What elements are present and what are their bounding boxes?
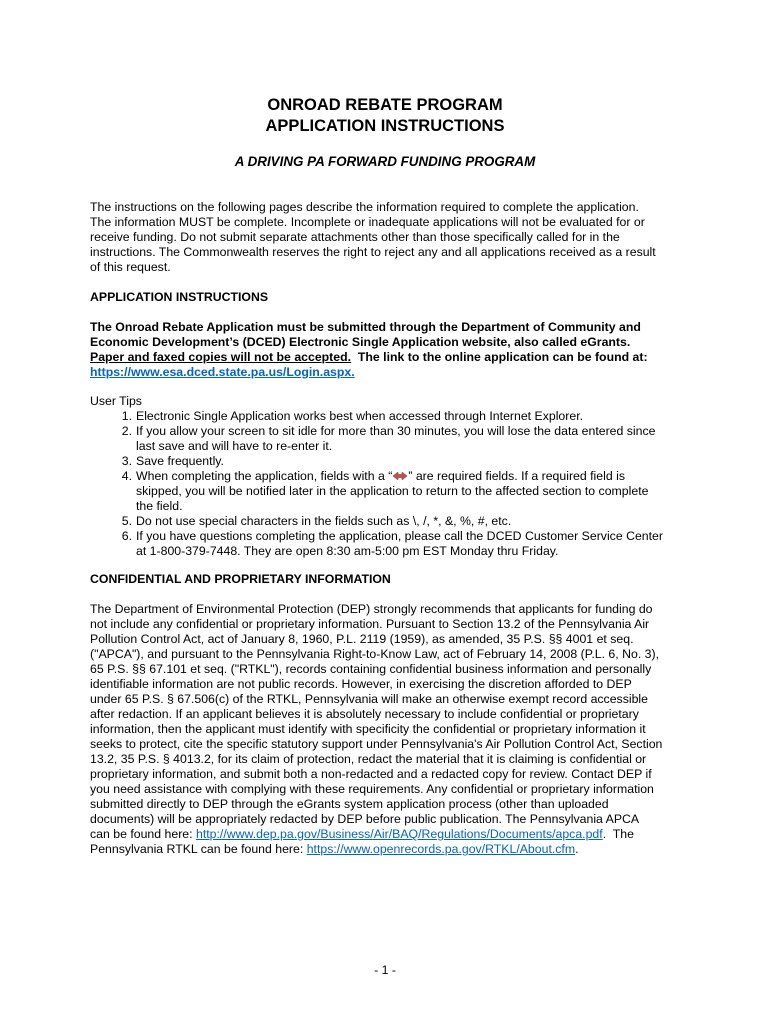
intro-line: of this request. xyxy=(90,260,171,274)
confidential-line: after redaction. If an applicant believes it is absolutely necessary to include confidential or proprietary xyxy=(90,707,639,721)
required-text-after: ” are required fields. If a required field is xyxy=(408,469,625,483)
required-text-before: When completing the application, fields with a “ xyxy=(136,469,393,483)
confidential-line: identifiable information are not public records. However, in exercising the discretion afforded to DEP xyxy=(90,677,632,691)
page-subtitle: A DRIVING PA FORWARD FUNDING PROGRAM xyxy=(234,154,536,169)
app-instructions-line xyxy=(90,350,686,365)
confidential-line: documents) will be appropriately redacted by DEP before public publication. The Pennsylvania APCA xyxy=(90,812,640,826)
title-line-2: APPLICATION INSTRUCTIONS xyxy=(265,117,505,135)
link-intro-text: The link to the online application can be found at: xyxy=(351,350,648,364)
confidential-line: The Department of Environmental Protection (DEP) strongly recommends that applicants for funding do xyxy=(90,602,653,616)
list-item-text: Electronic Single Application works best when accessed through Internet Explorer. xyxy=(136,409,584,423)
user-tips-list xyxy=(90,409,686,559)
list-item xyxy=(90,529,686,559)
confidential-line: not include any confidential or proprietary information. Pursuant to Section 13.2 of the Pennsylvania Air xyxy=(90,617,650,631)
confidential-line: information, then the applicant must identify with specificity the confidential or proprietary information it xyxy=(90,722,646,736)
list-item xyxy=(90,454,686,469)
confidential-heading: CONFIDENTIAL AND PROPRIETARY INFORMATION xyxy=(90,572,391,586)
list-item-text: skipped, you will be notified later in the application to return to the affected section to complete xyxy=(136,484,649,498)
intro-line: The information MUST be complete. Incomplete or inadequate applications will not be evaluated for or xyxy=(90,215,645,229)
confidential-line: ("APCA"), and pursuant to the Pennsylvania Right-to-Know Law, act of February 14, 2008 (P.L. 6, No. 3), xyxy=(90,647,660,661)
app-instructions-heading: APPLICATION INSTRUCTIONS xyxy=(90,290,269,304)
confidential-line: Pollution Control Act, act of January 8, 1960, P.L. 2119 (1959), as amended, 35 P.S. §§ 4001 et seq. xyxy=(90,632,634,646)
list-item-number: 2. xyxy=(121,424,132,438)
intro-line: The instructions on the following pages describe the information required to complete the application. xyxy=(90,200,639,214)
confidential-line: you need assistance with complying with these requirements. Any confidential or proprietary information xyxy=(90,782,654,796)
confidential-paragraph xyxy=(90,602,686,857)
confidential-line: proprietary information, and submit both a non-redacted and a redacted copy for review. Contact DEP if xyxy=(90,767,652,781)
app-instructions-paragraph xyxy=(90,320,686,380)
list-item-number: 6. xyxy=(121,529,132,543)
list-item-text: the field. xyxy=(136,499,183,513)
no-paper-notice: Paper and faxed copies will not be accepted. xyxy=(90,350,352,364)
app-instructions-line: The Onroad Rebate Application must be submitted through the Department of Community and xyxy=(90,320,641,334)
page-title xyxy=(0,95,770,137)
user-tips-heading: User Tips xyxy=(90,394,142,408)
apca-prefix: can be found here: xyxy=(90,827,196,841)
rtkl-link[interactable]: https://www.openrecords.pa.gov/RTKL/About.cfm xyxy=(306,842,576,856)
list-item-text: Save frequently. xyxy=(136,454,224,468)
confidential-line: under 65 P.S. § 67.506(c) of the RTKL, Pennsylvania will make an otherwise exempt record accessible xyxy=(90,692,648,706)
list-item xyxy=(90,514,686,529)
confidential-line: seeks to protect, cite the specific statutory support under Pennsylvania's Air Pollution Control Act, Section xyxy=(90,737,663,751)
list-item-number: 4. xyxy=(121,469,132,483)
list-item-text: Do not use special characters in the fields such as \, /, *, &, %, #, etc. xyxy=(136,514,512,528)
esa-login-link[interactable]: https://www.esa.dced.state.pa.us/Login.aspx. xyxy=(90,365,355,379)
confidential-line: 65 P.S. §§ 67.101 et seq. ("RTKL"), records containing confidential business information and personally xyxy=(90,662,652,676)
confidential-line: 13.2, 35 P.S. § 4013.2, for its claim of protection, redact the material that it is claiming is confidential or xyxy=(90,752,647,766)
list-item-text xyxy=(136,469,686,484)
required-field-arrow-icon xyxy=(393,472,407,480)
page-number: - 1 - xyxy=(374,963,396,977)
intro-paragraph xyxy=(90,200,686,275)
list-item-text: If you have questions completing the application, please call the DCED Customer Service Center xyxy=(136,529,663,543)
confidential-line xyxy=(90,827,686,842)
app-instructions-line: Economic Development’s (DCED) Electronic Single Application website, also called eGrants. xyxy=(90,335,631,349)
apca-suffix: . The xyxy=(602,827,634,841)
app-instructions-line xyxy=(90,365,686,380)
list-item-number: 5. xyxy=(121,514,132,528)
rtkl-suffix: . xyxy=(575,842,579,856)
confidential-line xyxy=(90,842,686,857)
list-item-number: 1. xyxy=(121,409,132,423)
list-item-text: at 1-800-379-7448. They are open 8:30 am-5:00 pm EST Monday thru Friday. xyxy=(136,544,559,558)
list-item xyxy=(90,469,686,514)
user-tips xyxy=(90,394,686,559)
list-item-text: If you allow your screen to sit idle for more than 30 minutes, you will lose the data entered since xyxy=(136,424,656,438)
confidential-line: submitted directly to DEP through the eGrants system application process (other than uploaded xyxy=(90,797,609,811)
apca-link[interactable]: http://www.dep.pa.gov/Business/Air/BAQ/Regulations/Documents/apca.pdf xyxy=(195,827,603,841)
title-line-1: ONROAD REBATE PROGRAM xyxy=(267,96,503,114)
rtkl-prefix: Pennsylvania RTKL can be found here: xyxy=(90,842,307,856)
list-item-number: 3. xyxy=(121,454,132,468)
intro-line: receive funding. Do not submit separate attachments other than those specifically called for in the xyxy=(90,230,620,244)
list-item-text: last save and will have to re-enter it. xyxy=(136,439,333,453)
list-item xyxy=(90,424,686,454)
list-item xyxy=(90,409,686,424)
intro-line: instructions. The Commonwealth reserves the right to reject any and all applications received as a result xyxy=(90,245,656,259)
